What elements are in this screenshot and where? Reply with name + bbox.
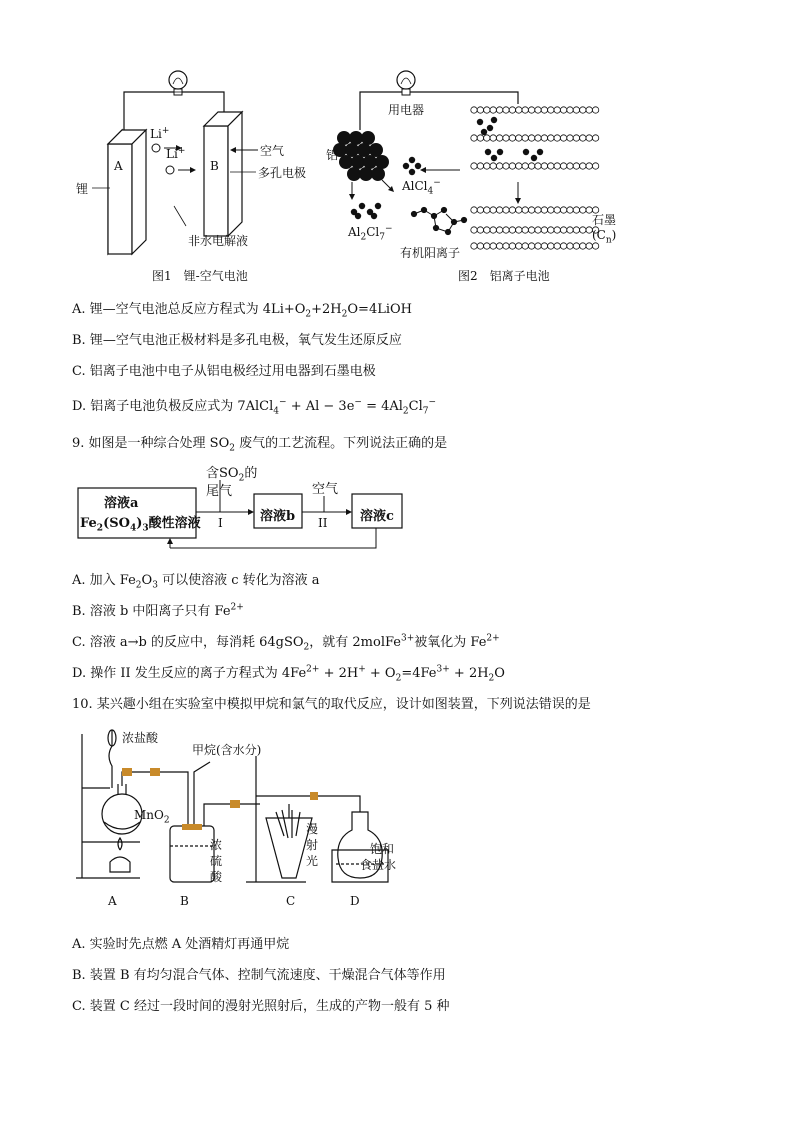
brine-label-1: 饱和	[370, 842, 395, 856]
diffuse-light-label-3: 光	[306, 854, 319, 868]
brine-label-2: 食盐水	[360, 858, 397, 872]
electrode-b-label: B	[210, 159, 219, 173]
diffuse-light-label-1: 漫	[306, 822, 319, 836]
step-2-label: II	[318, 516, 328, 530]
electrode-a-label: A	[114, 159, 123, 173]
conc-h2so4-label-2: 硫	[210, 854, 223, 868]
solution-c-label: 溶液c	[360, 509, 394, 524]
aluminum-label: 铝	[326, 148, 339, 162]
q9-stem: 9. 如图是一种综合处理 $SO_2$ 废气的工艺流程。下列说法正确的是	[72, 436, 448, 454]
tail-gas-label: 含$SO_2$的	[206, 466, 258, 484]
apparatus-d-label: D	[350, 894, 360, 908]
alcl4-label: AlCl$_4$−	[402, 178, 441, 197]
q10-stem: 10. 某兴趣小组在实验室中模拟甲烷和氯气的取代反应，设计如图装置，下列说法错误的是	[72, 697, 591, 712]
li-ion-label-2: Li+	[166, 146, 186, 161]
organic-cation-label: 有机阳离子	[400, 246, 461, 260]
device-label: 用电器	[388, 103, 425, 117]
q8-option-c: C. 铝离子电池中电子从铝电极经过用电器到石墨电极	[72, 364, 376, 379]
methane-label: 甲烷(含水分)	[192, 743, 262, 757]
conc-h2so4-label-1: 浓	[210, 838, 223, 852]
apparatus-b-label: B	[180, 894, 189, 908]
q8-option-b: B. 锂—空气电池正极材料是多孔电极，氧气发生还原反应	[72, 333, 402, 348]
figure-1-caption: 图1 锂-空气电池	[152, 269, 248, 283]
q10-option-b: B. 装置 B 有均匀混合气体、控制气流速度、干燥混合气体等作用	[72, 968, 446, 983]
mno2-label: MnO$_2$	[134, 808, 170, 826]
tail-gas-label-2: 尾气	[206, 484, 233, 499]
electrolyte-label: 非水电解液	[188, 234, 249, 248]
q9-option-d: D. 操作 II 发生反应的离子方程式为 $4Fe^{2+} + 2H^+ + O_2=4Fe^{3+} + 2H_2O$	[72, 664, 505, 684]
air-label-q9: 空气	[312, 482, 339, 497]
air-label: 空气	[260, 144, 285, 158]
lithium-label: 锂	[76, 182, 89, 196]
q9-option-c: C. 溶液 a→b 的反应中，每消耗 64gSO$_2$，就有 2molFe$^{3+}$被氧化为 $Fe^{2+}$	[72, 633, 500, 653]
conc-hcl-label: 浓盐酸	[122, 731, 159, 745]
graphite-label: 石墨	[592, 213, 617, 227]
solution-a-label: 溶液a	[104, 496, 139, 511]
q8-option-a: A. 锂—空气电池总反应方程式为 $4Li+O_2+2H_2O=4LiOH$	[72, 302, 412, 320]
q10-option-a: A. 实验时先点燃 A 处酒精灯再通甲烷	[72, 937, 290, 952]
q9-option-b: B. 溶液 b 中阳离子只有 $Fe^{2+}$	[72, 602, 244, 619]
graphite-cn-label: $(C_n)$	[592, 228, 617, 246]
solution-a-formula: $Fe_2(SO_4)_3$酸性溶液	[80, 516, 201, 534]
conc-h2so4-label-3: 酸	[210, 870, 223, 884]
apparatus-a-label: A	[108, 894, 117, 908]
li-ion-label-1: Li+	[150, 126, 170, 141]
figure-2-caption: 图2 铝离子电池	[458, 269, 550, 283]
solution-b-label: 溶液b	[260, 509, 296, 524]
q8-option-d: D. 铝离子电池负极反应式为 7AlCl$_4$− + $Al - 3e^- = 4Al_2Cl_7^-$	[72, 397, 437, 417]
q10-option-c: C. 装置 C 经过一段时间的漫射光照射后，生成的产物一般有 5 种	[72, 999, 450, 1014]
step-1-label: I	[218, 516, 223, 530]
diffuse-light-label-2: 射	[306, 838, 319, 852]
apparatus-c-label: C	[286, 894, 296, 908]
al2cl7-label: $Al_2Cl_7^-$	[348, 224, 393, 243]
q9-option-a: A. 加入 $Fe_2O_3$ 可以使溶液 c 转化为溶液 a	[72, 573, 320, 591]
porous-electrode-label: 多孔电极	[258, 166, 307, 180]
